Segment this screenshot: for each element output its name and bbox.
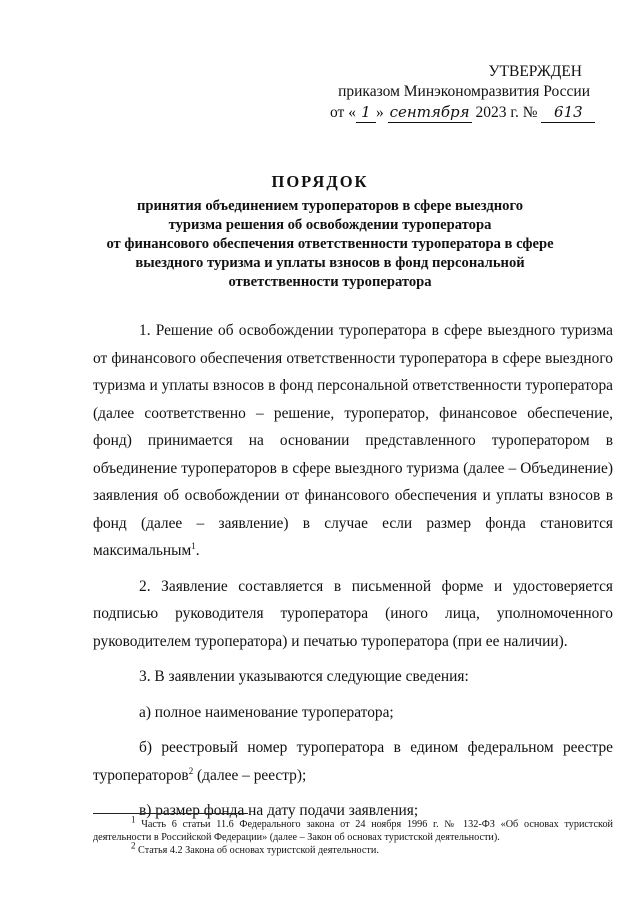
paragraph-1-end: . [195, 542, 200, 559]
document-title: ПОРЯДОК [271, 172, 369, 191]
approval-stamp [330, 62, 620, 123]
subtitle-line: туризма решения об освобождении туроператора [168, 217, 492, 233]
year-text: 2023 г. № [475, 104, 538, 121]
footnote-2 [93, 841, 613, 857]
approval-title: УТВЕРЖДЕН [488, 63, 582, 80]
paragraph-3: 3. В заявлении указываются следующие сведения: [139, 668, 469, 685]
document-subtitle [100, 197, 560, 292]
footnote-text: Статья 4.2 Закона об основах туристской деятельности. [135, 845, 379, 857]
document-body [93, 317, 613, 825]
handwritten-order-number: 613 [541, 102, 595, 123]
footnote-mark: 1 [131, 814, 136, 825]
footnote-mark: 2 [131, 841, 136, 852]
paragraph-1-text: 1. Решение об освобождении туроператора в сфере выездного туризма от финансового обеспечения ответственности туроператора в сфере выездного туризма и уплаты взносов в фонд персональной ответственности туроператора (далее соответственно – решение, туроператор, финансовое обеспечение, фонд) принимается на основании представленного туроператором в объединение туроператоров в сфере выездного туризма (далее – Объединение) заявления об освобождении от финансового обеспечения и уплаты взносов в фонд (далее – заявление) в случае если размер фонда становится максимальным [93, 322, 613, 559]
paragraph-b-end: (далее – реестр); [193, 766, 307, 784]
footnote-ref-1: 1 [191, 540, 196, 551]
handwritten-day: 1 [356, 102, 376, 123]
paragraph-b [93, 734, 613, 789]
subtitle-line: принятия объединением туроператоров в сфере выездного [136, 198, 524, 214]
approval-date-line [330, 102, 620, 123]
subtitle-line: от финансового обеспечения ответственности туроператора в сфере [106, 236, 554, 252]
footnote-ref-2: 2 [188, 765, 194, 776]
subtitle-line: выездного туризма и уплаты взносов в фонд персональной [135, 255, 525, 271]
footnote-separator [93, 813, 248, 814]
date-prefix: от « [330, 104, 356, 121]
paragraph-2: 2. Заявление составляется в письменной форме и удостоверяется подписью руководителя туроператора (иного лица, уполномоченного руководителем туроператора) и печатью туроператора (при ее наличии). [93, 577, 613, 650]
footnote-1 [93, 814, 613, 844]
paragraph-v: в) размер фонда на дату подачи заявления; [139, 802, 419, 819]
paragraph-b-text: б) реестровый номер туроператора в едином федеральном реестре туроператоров [93, 739, 613, 784]
approval-order-line: приказом Минэкономразвития России [338, 83, 590, 100]
footnote-text: Часть 6 статьи 11.6 Федерального закона от 24 ноября 1996 г. № 132-ФЗ «Об основах туристской деятельности в Российской Федерации» (далее – Закон об основах туристской деятельности). [93, 819, 613, 844]
paragraph-1 [93, 317, 613, 565]
footnotes [93, 814, 613, 858]
date-mid: » [375, 104, 384, 121]
paragraph-a: а) полное наименование туроператора; [139, 703, 394, 721]
subtitle-line: ответственности туроператора [228, 274, 432, 290]
handwritten-month: сентября [389, 103, 470, 121]
